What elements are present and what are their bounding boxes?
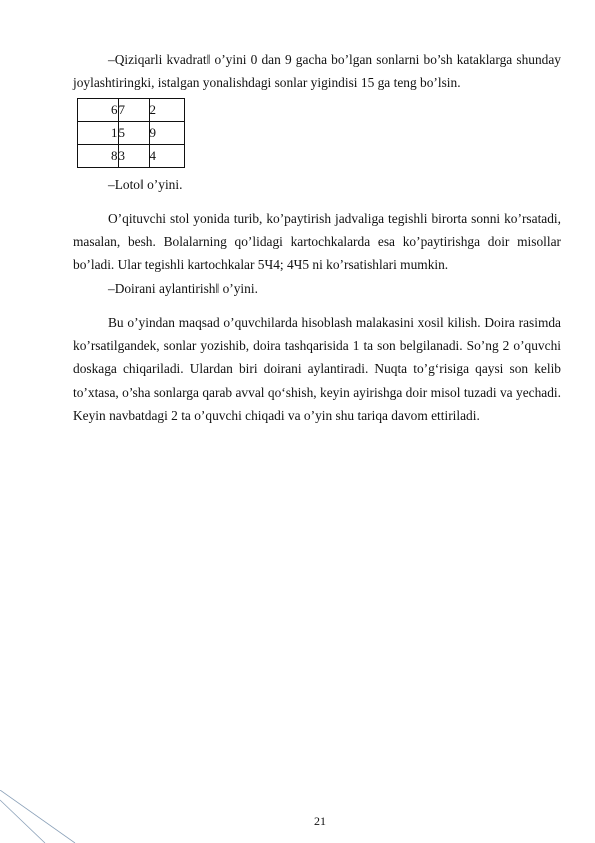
table-cell bbox=[118, 145, 149, 168]
magic-square-table bbox=[77, 98, 185, 168]
heading-loto-game: –Loto‖ o’yini. bbox=[108, 177, 183, 192]
cell-value: 7 bbox=[118, 102, 125, 117]
table-cell bbox=[149, 99, 184, 122]
cell-value: 5 bbox=[118, 125, 125, 140]
cell-value: 3 bbox=[118, 148, 125, 163]
cell-value: 1 bbox=[111, 125, 118, 140]
page-number: 21 bbox=[314, 814, 326, 828]
table-cell bbox=[78, 122, 119, 145]
table-row bbox=[78, 122, 185, 145]
table-cell bbox=[149, 145, 184, 168]
page-corner-decoration bbox=[0, 790, 80, 843]
table-row bbox=[78, 99, 185, 122]
table-cell bbox=[118, 99, 149, 122]
cell-value: 2 bbox=[149, 102, 156, 117]
table-cell bbox=[149, 122, 184, 145]
cell-value: 4 bbox=[149, 148, 156, 163]
paragraph-magic-square-intro: –Qiziqarli kvadrat‖ o’yini 0 dan 9 gacha bo’lgan sonlarni bo’sh kataklarga shunday joylashtiringki, istalgan yonalishdagi sonlar yigindisi 15 ga teng bo’lsin. bbox=[73, 52, 561, 91]
table-cell bbox=[78, 99, 119, 122]
cell-value: 8 bbox=[111, 148, 118, 163]
paragraph-circle-description: Bu o’yindan maqsad o’quvchilarda hisoblash malakasini xosil kilish. Doira rasimda ko’rsatilgandek, sonlar yozishib, doira tashqarisida 1 ta son belgilanadi. So’ng 2 o’quvchi doskaga chiqariladi. Ulardan biri doirani aylantiradi. Nuqta to’g‘risiga qaysi son kelib to’xtasa, o’sha sonlarga qarab avval qo‘shish, keyin ayirishga doir misol tuzadi va yechadi. Keyin navbatdagi 2 ta o’quvchi chiqadi va o’yin shu tariqa davom ettiriladi. bbox=[73, 315, 561, 423]
table-row bbox=[78, 145, 185, 168]
table-cell bbox=[118, 122, 149, 145]
cell-value: 9 bbox=[149, 125, 156, 140]
paragraph-loto-description: O’qituvchi stol yonida turib, ko’paytirish jadvaliga tegishli birorta sonni ko’rsatadi, masalan, besh. Bolalarning qo’lidagi kartochkalarda esa ko’paytirishga doir misollar bo’ladi. Ular tegishli kartochkalar 5Ч4; 4Ч5 ni ko’rsatishlari mumkin. bbox=[73, 211, 561, 273]
heading-circle-game: –Doirani aylantirish‖ o’yini. bbox=[108, 281, 258, 296]
cell-value: 6 bbox=[111, 102, 118, 117]
table-cell bbox=[78, 145, 119, 168]
